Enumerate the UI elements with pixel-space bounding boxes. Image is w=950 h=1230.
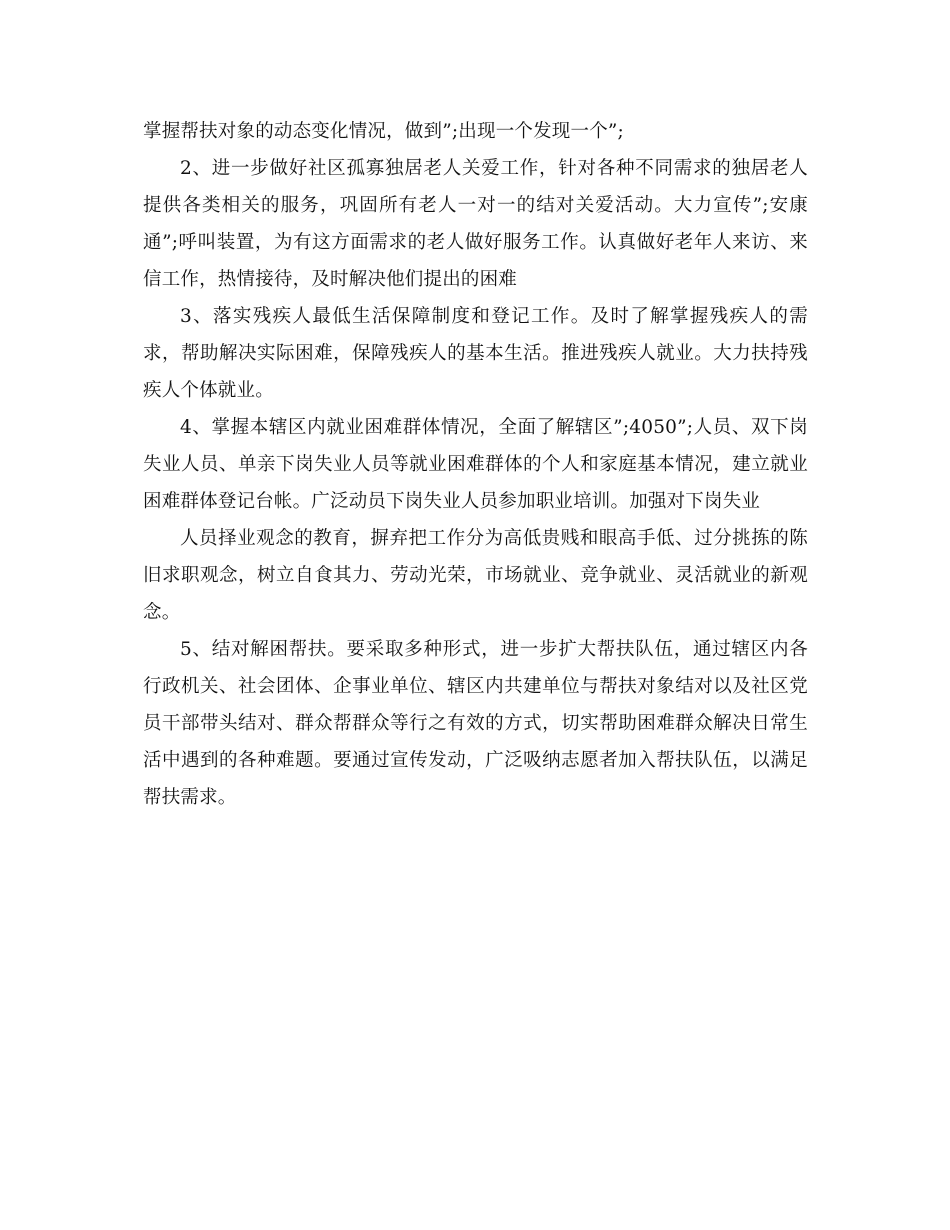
document-body	[143, 113, 808, 816]
paragraph-6: 5、结对解困帮扶。要采取多种形式，进一步扩大帮扶队伍，通过辖区内各行政机关、社会团体、企事业单位、辖区内共建单位与帮扶对象结对以及社区党员干部带头结对、群众帮群众等行之有效的方式，切实帮助困难群众解决日常生活中遇到的各种难题。要通过宣传发动，广泛吸纳志愿者加入帮扶队伍，以满足帮扶需求。	[143, 639, 808, 808]
paragraph-2: 2、进一步做好社区孤寡独居老人关爱工作，针对各种不同需求的独居老人提供各类相关的服务，巩固所有老人一对一的结对关爱活动。大力宣传”;安康通”;呼叫装置，为有这方面需求的老人做好服务工作。认真做好老年人来访、来信工作，热情接待，及时解决他们提出的困难	[143, 158, 808, 290]
paragraph-5: 人员择业观念的教育，摒弃把工作分为高低贵贱和眼高手低、过分挑拣的陈旧求职观念，树立自食其力、劳动光荣，市场就业、竞争就业、灵活就业的新观念。	[143, 528, 808, 623]
paragraph-3: 3、落实残疾人最低生活保障制度和登记工作。及时了解掌握残疾人的需求，帮助解决实际困难，保障残疾人的基本生活。推进残疾人就业。大力扶持残疾人个体就业。	[143, 306, 808, 401]
paragraph-1: 掌握帮扶对象的动态变化情况，做到”;出现一个发现一个”;	[143, 121, 624, 142]
paragraph-4: 4、掌握本辖区内就业困难群体情况，全面了解辖区”;4050”;人员、双下岗失业人员、单亲下岗失业人员等就业困难群体的个人和家庭基本情况，建立就业困难群体登记台帐。广泛动员下岗失业人员参加职业培训。加强对下岗失业	[143, 417, 808, 512]
